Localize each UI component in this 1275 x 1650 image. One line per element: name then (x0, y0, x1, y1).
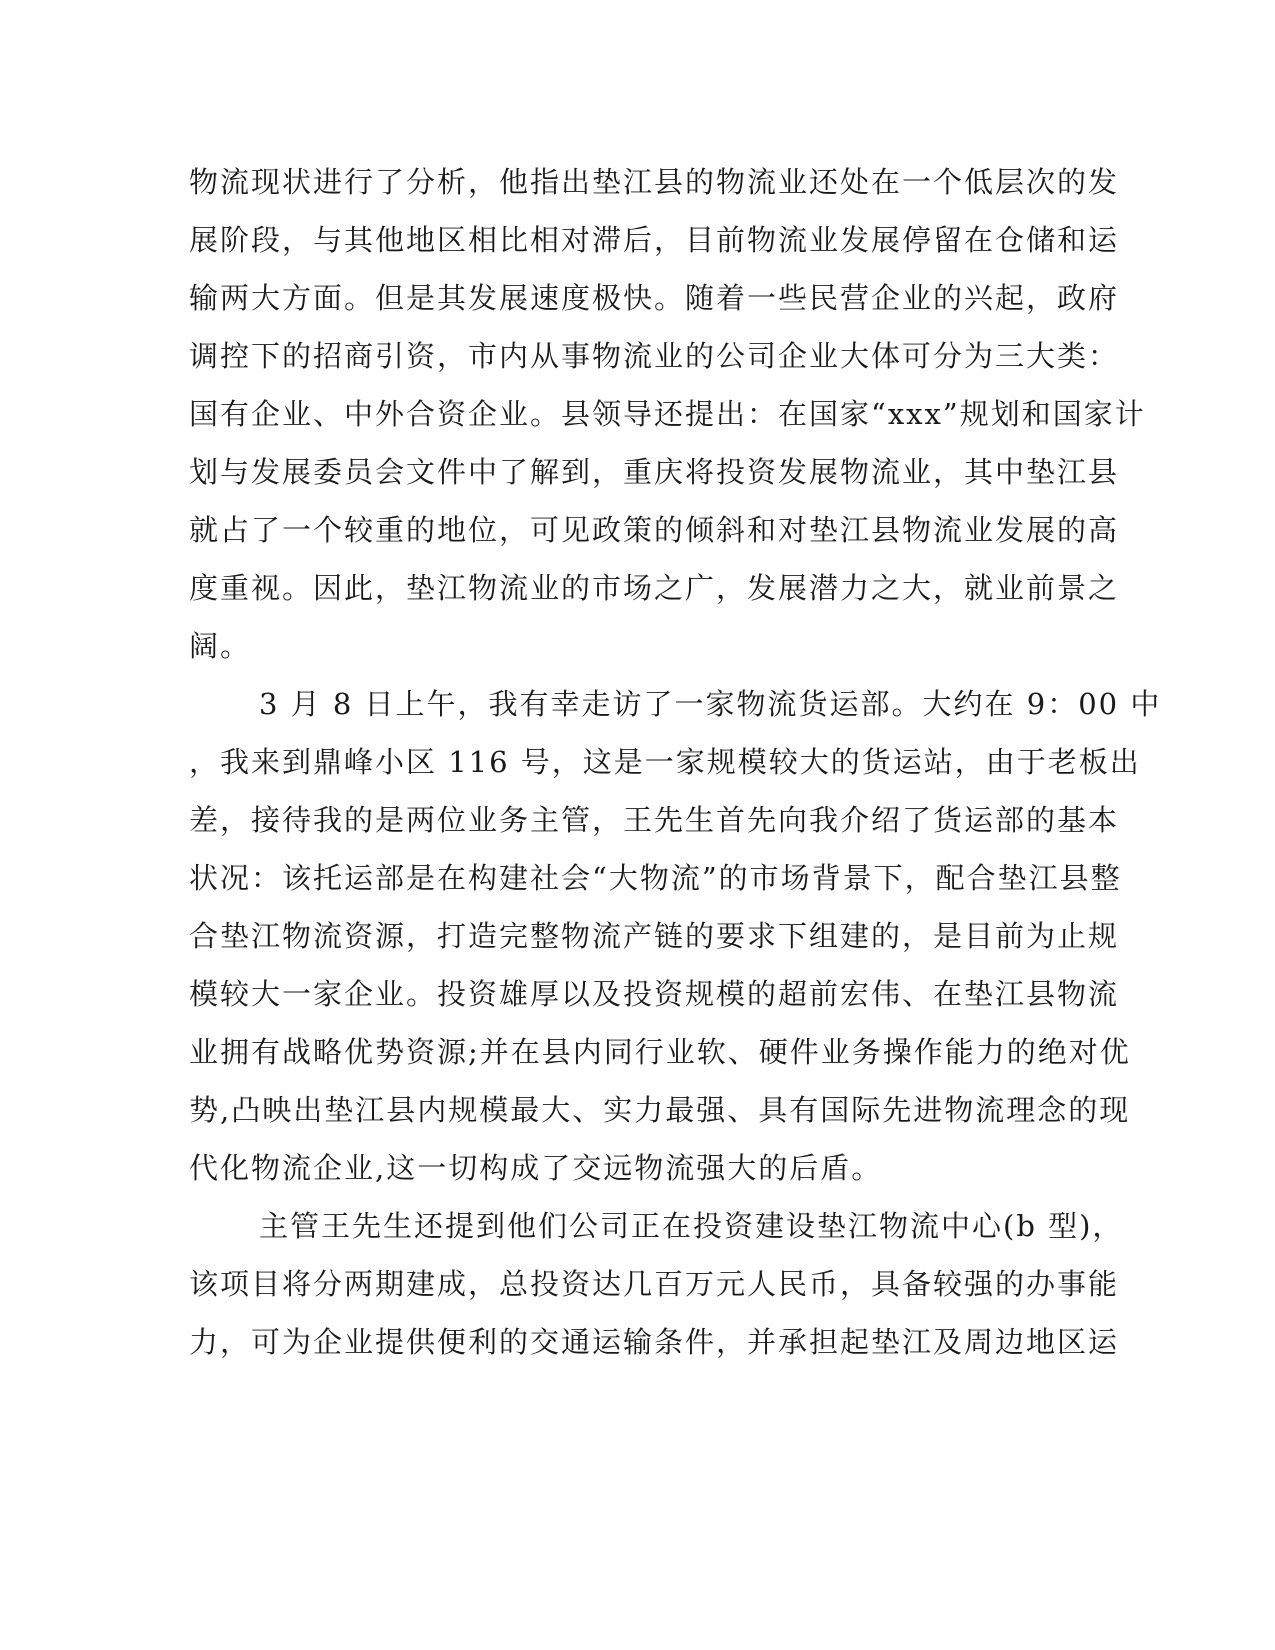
text-line: 划与发展委员会文件中了解到，重庆将投资发展物流业，其中垫江县 (189, 455, 1120, 489)
text-line: 模较大一家企业。投资雄厚以及投资规模的超前宏伟、在垫江县物流 (189, 977, 1120, 1011)
text-line: 阔。 (189, 629, 252, 663)
text-line: 该项目将分两期建成，总投资达几百万元人民币，具备较强的办事能 (189, 1267, 1120, 1301)
text-line: 物流现状进行了分析，他指出垫江县的物流业还处在一个低层次的发 (189, 165, 1120, 199)
text-line: 代化物流企业,这一切构成了交远物流强大的后盾。 (189, 1151, 883, 1185)
text-line: 输两大方面。但是其发展速度极快。随着一些民营企业的兴起，政府 (189, 281, 1120, 315)
text-line: 度重视。因此，垫江物流业的市场之广，发展潜力之大，就业前景之 (189, 571, 1120, 605)
text-line: 势,凸映出垫江县内规模最大、实力最强、具有国际先进物流理念的现 (189, 1093, 1131, 1127)
text-line: 国有企业、中外合资企业。县领导还提出：在国家“xxx”规划和国家计 (189, 397, 1146, 431)
text-line: 差，接待我的是两位业务主管，王先生首先向我介绍了货运部的基本 (189, 803, 1120, 837)
text-line: ，我来到鼎峰小区 116 号，这是一家规模较大的货运站，由于老板出 (189, 745, 1141, 779)
paragraph-first-line: 主管王先生还提到他们公司正在投资建设垫江物流中心(b 型)， (259, 1209, 1124, 1243)
text-line: 业拥有战略优势资源;并在县内同行业软、硬件业务操作能力的绝对优 (189, 1035, 1131, 1069)
text-line: 就占了一个较重的地位，可见政策的倾斜和对垫江县物流业发展的高 (189, 513, 1120, 547)
text-line: 展阶段，与其他地区相比相对滞后，目前物流业发展停留在仓储和运 (189, 223, 1120, 257)
text-line: 调控下的招商引资，市内从事物流业的公司企业大体可分为三大类： (189, 339, 1120, 373)
text-line: 力，可为企业提供便利的交通运输条件，并承担起垫江及周边地区运 (189, 1325, 1120, 1359)
paragraph-first-line: 3 月 8 日上午，我有幸走访了一家物流货运部。大约在 9：00 中 (259, 687, 1162, 721)
text-line: 状况：该托运部是在构建社会“大物流”的市场背景下，配合垫江县整 (189, 861, 1122, 895)
text-line: 合垫江物流资源，打造完整物流产链的要求下组建的，是目前为止规 (189, 919, 1120, 953)
